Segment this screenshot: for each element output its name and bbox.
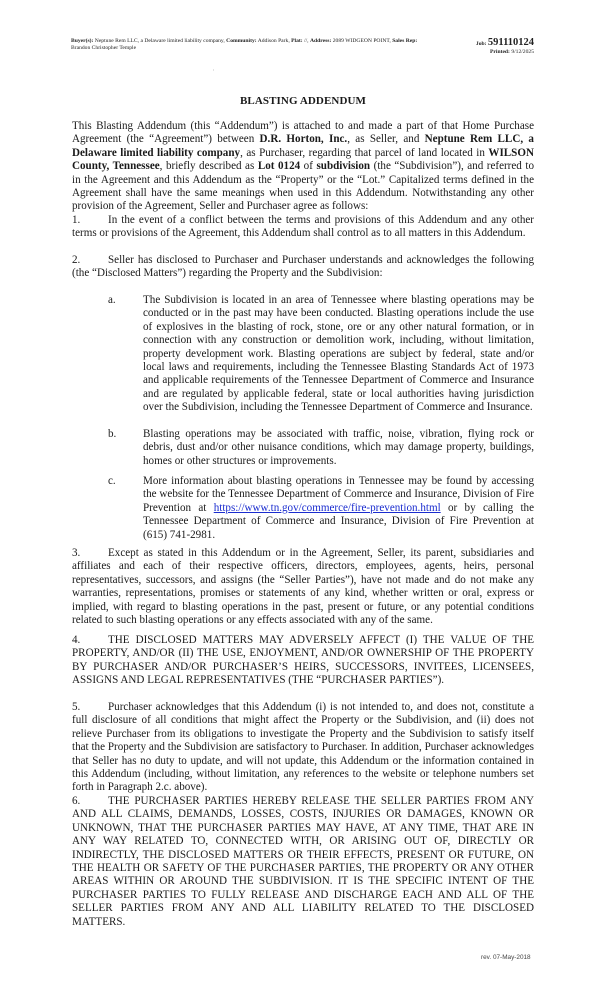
- section-5: [72, 701, 534, 795]
- section-3: [72, 547, 534, 627]
- section-text: Seller has disclosed to Purchaser and Purchaser understands and acknowledges the following (the “Disclosed Matters”) regarding the Property and the Subdivision:: [72, 254, 534, 280]
- subsection-text: More information about blasting operations in Tennessee may be found by accessing the website for the Tennessee Department of Commerce and Insurance, Division of Fire Prevention at: [143, 475, 534, 514]
- seller-name: D.R. Horton, Inc.: [259, 133, 348, 146]
- section-number: 6.: [72, 795, 81, 807]
- subsection-label-c: c.: [108, 475, 116, 487]
- section-6: [72, 795, 534, 929]
- county-name: WILSON County, Tennessee: [72, 146, 534, 173]
- buyer-label: Buyer(s):: [71, 38, 94, 44]
- section-text: THE DISCLOSED MATTERS MAY ADVERSELY AFFECT (I) THE VALUE OF THE PROPERTY, AND/OR (II) THE USE, ENJOYMENT, AND/OR OWNERSHIP OF THE PROPERTY BY PURCHASER AND/OR PURCHASER’S HEIRS, SUCCESSORS, INVITEES, LICENSEES, ASSIGNS AND LEGAL REPRESENTATIVES (THE “PURCHASER PARTIES”).: [72, 634, 534, 687]
- intro-text: , as Purchaser, regarding that parcel of land located in: [240, 146, 489, 159]
- section-text: Purchaser acknowledges that this Addendum (i) is not intended to, and does not, constitute a full disclosure of all conditions that might affect the Property or the Subdivision, and (ii) does not relieve Purchaser from its obligations to investigate the Property and the Subdivision to satisfy itself that the Property and the Subdivision are satisfactory to Purchaser. In addition, Purchaser acknowledges that Seller has no duty to update, and will not update, this Addendum or the information contained in this Addendum (including, without limitation, any references to the website or telephone numbers set forth in Paragraph 2.c. above).: [72, 701, 534, 794]
- printed-label: Printed:: [490, 49, 510, 55]
- fire-prevention-link[interactable]: https://www.tn.gov/commerce/fire-prevention.html: [213, 501, 441, 514]
- subdivision-name: subdivision: [316, 160, 371, 173]
- intro-paragraph: [72, 120, 534, 214]
- buyer-value: Neptune Rem LLC, a Delaware limited liability company,: [94, 38, 225, 44]
- section-number: 5.: [72, 701, 81, 713]
- section-number: 1.: [72, 214, 81, 226]
- plat-value: //,: [304, 38, 309, 44]
- subsection-a: The Subdivision is located in an area of Tennessee where blasting operations may be conducted or in the past may have been conducted. Blasting operations include the use of explosives in the blasting of rock, stone, ore or any other natural formation, or in connection with any construction or demolition work, including, without limitation, property development work. Blasting operations are subject by federal, state and/or local laws and requirements, including the Tennessee Blasting Standards Act of 1973 and applicable requirements of the Tennessee Department of Commerce and Insurance and are regulated by applicable federal, state or local authorities having jurisdiction over the Subdivision, including the Tennessee Department of Commerce and Insurance.: [143, 294, 534, 414]
- document-title: BLASTING ADDENDUM: [239, 95, 367, 107]
- printed-date: 9/12/2025: [511, 49, 534, 55]
- stray-mark: ': [213, 70, 214, 75]
- lot-number: Lot 0124: [257, 160, 301, 173]
- section-number: 3.: [72, 547, 81, 559]
- purchaser-name: Neptune Rem LLC, a Delaware limited liability company: [72, 133, 534, 159]
- intro-text: , briefly described as: [159, 160, 258, 173]
- address-label: Address:: [309, 38, 332, 44]
- intro-text: (the “Subdivision”), and referred to in the Agreement and this Addendum as the “Property” or the “Lot.” Capitalized terms defined in the Agreement shall have the same meanings when used in this Addendum. Notwithstanding any other provision of the Agreement, Seller and Purchaser agree as follows:: [72, 160, 534, 213]
- section-1: [72, 214, 534, 241]
- section-number: 2.: [72, 254, 81, 266]
- plat-label: Plat:: [291, 38, 303, 44]
- sales-rep-value: Brandon Christopher Temple: [71, 45, 137, 51]
- job-label: Job:: [475, 41, 487, 47]
- revision-footer: rev. 07-May-2018: [481, 954, 531, 961]
- intro-text: This Blasting Addendum (this “Addendum”) is attached to and made a part of that Home Purchase Agreement (the “Agreement”) between: [72, 120, 534, 146]
- job-number: 591110124: [487, 37, 534, 48]
- section-2: [72, 254, 534, 281]
- community-value: Addison Park,: [257, 38, 290, 44]
- address-value: 2089 WIDGEON POINT,: [332, 38, 391, 44]
- section-number: 4.: [72, 634, 81, 646]
- job-info: [476, 39, 534, 56]
- intro-text: , as Seller, and: [347, 133, 425, 146]
- subsection-label-a: a.: [108, 294, 116, 306]
- section-text: Except as stated in this Addendum or in the Agreement, Seller, its parent, subsidiaries and affiliates and each of their respective officers, directors, employees, agents, heirs, personal representatives, successors, and assigns (the “Seller Parties”), have not made and do not make any warranties, representations, promises or statements of any kind, whether written or oral, express or implied, with regard to blasting operations in the past, present or future, or any potential conditions related to such blasting operations or any effects associated with any of the same.: [72, 547, 534, 627]
- section-4: [72, 634, 534, 688]
- subsection-b: Blasting operations may be associated with traffic, noise, vibration, flying rock or debris, dust and/or other nuisance conditions, which may damage property, buildings, homes or other structures or improvements.: [143, 428, 534, 467]
- intro-text: of: [300, 160, 317, 173]
- section-text: In the event of a conflict between the terms and provisions of this Addendum and any other terms or provisions of the Agreement, this Addendum shall control as to all matters in this Addendum.: [72, 214, 534, 240]
- community-label: Community:: [226, 38, 257, 44]
- subsection-text: or by calling the Tennessee Department of Commerce and Insurance, Division of Fire Prevention at (615) 741-2981.: [143, 501, 534, 541]
- subsection-label-b: b.: [108, 428, 117, 440]
- subsection-c: [143, 475, 534, 542]
- document-header-info: [71, 38, 461, 52]
- sales-rep-label: Sales Rep:: [392, 38, 418, 44]
- section-text: THE PURCHASER PARTIES HEREBY RELEASE THE SELLER PARTIES FROM ANY AND ALL CLAIMS, DEMANDS, LOSSES, COSTS, INJURIES OR DAMAGES, KNOWN OR UNKNOWN, THAT THE PURCHASER PARTIES MAY HAVE, AT ANY TIME, THAT ARE IN ANY WAY RELATED TO, CONNECTED WITH, OR ARISING OUT OF, DIRECTLY OR INDIRECTLY, THE DISCLOSED MATTERS OR THEIR EFFECTS, PRESENT OR FUTURE, ON THE HEALTH OR SAFETY OF THE PURCHASER PARTIES, THE PROPERTY OR ANY OTHER AREAS WITHIN OR AROUND THE SUBDIVISION. IT IS THE SPECIFIC INTENT OF THE PURCHASER PARTIES TO FULLY RELEASE AND DISCHARGE EACH AND ALL OF THE SELLER PARTIES FROM ANY AND ALL LIABILITY RELATED TO THE DISCLOSED MATTERS.: [72, 795, 534, 928]
